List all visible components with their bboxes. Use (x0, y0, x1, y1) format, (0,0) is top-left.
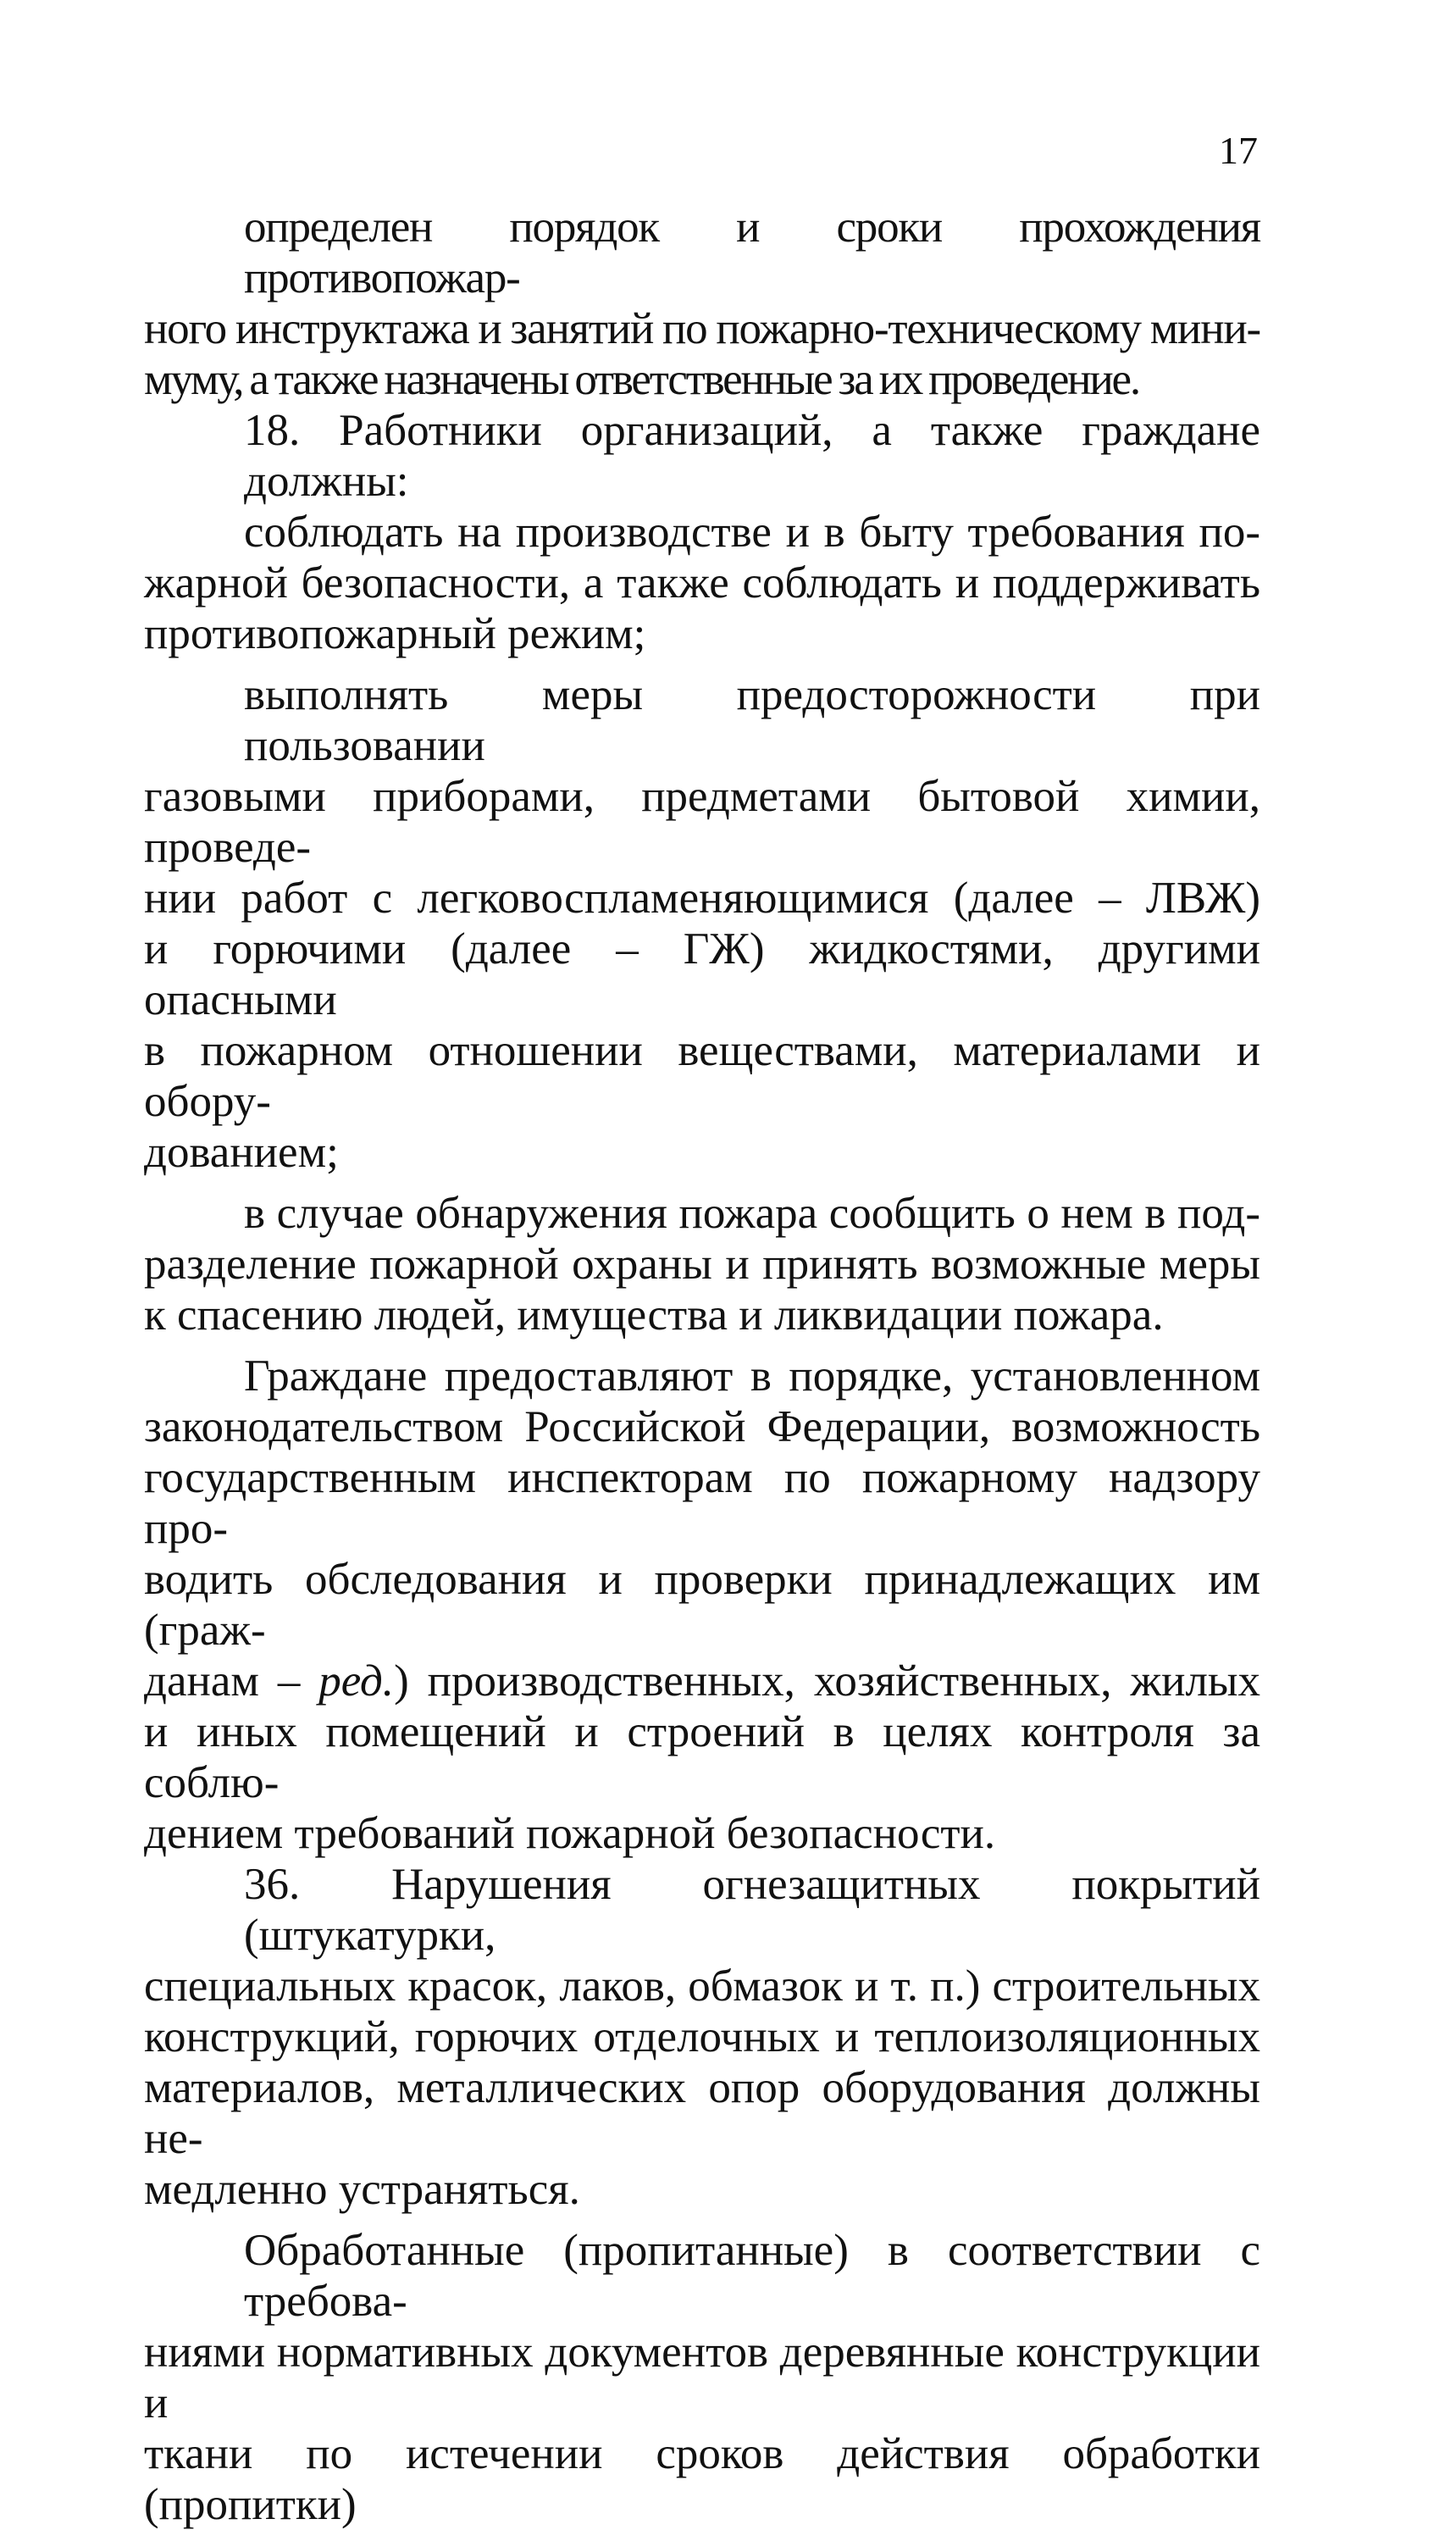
paragraph-treated-structures (144, 2225, 1260, 2530)
paragraph-fire-detection (144, 1188, 1260, 1340)
text-line: дением требований пожарной безопасности. (144, 1809, 996, 1858)
text-line: газовыми приборами, предметами бытовой химии, проведе- (144, 772, 1260, 872)
text-line: к спасению людей, имущества и ликвидации пожара. (144, 1290, 1164, 1340)
text-line: разделение пожарной охраны и принять возможные меры (144, 1240, 1260, 1289)
text-line: дованием; (144, 1128, 339, 1177)
text-line: законодательством Российской Федерации, возможность (144, 1402, 1260, 1451)
page-number: 17 (1219, 129, 1258, 172)
paragraph-citizens-inspections (144, 1351, 1260, 1859)
text-line: выполнять меры предосторожности при пользовании (244, 670, 1260, 770)
text-line: жарной безопасности, а также соблюдать и поддерживать (144, 558, 1260, 608)
editorial-note: ред. (318, 1656, 395, 1706)
paragraph-precautions (144, 669, 1260, 1178)
document-body (144, 202, 1260, 2530)
text-line: материалов, металлических опор оборудования должны не- (144, 2063, 1260, 2163)
text-line: 18. Работники организаций, а также граждане должны: (244, 406, 1260, 506)
paragraph-observe-requirements (144, 507, 1260, 659)
text-line-with-italic: данам – ред.) производственных, хозяйственных, жилых (144, 1656, 1260, 1706)
text-line: конструкций, горючих отделочных и теплоизоляционных (144, 2012, 1260, 2061)
text-line: муму, а также назначены ответственные за их проведение. (144, 355, 1139, 404)
text-line: ного инструктажа и занятий по пожарно-техническому мини- (144, 304, 1260, 353)
text-line: 36. Нарушения огнезащитных покрытий (штукатурки, (244, 1860, 1260, 1960)
text-line: определен порядок и сроки прохождения противопожар- (244, 203, 1260, 302)
text-line: водить обследования и проверки принадлежащих им (граж- (144, 1555, 1260, 1655)
text-line: и горючими (далее – ГЖ) жидкостями, другими опасными (144, 924, 1260, 1024)
text-line: Обработанные (пропитанные) в соответствии с требова- (244, 2226, 1260, 2326)
text-line: специальных красок, лаков, обмазок и т. п.) строительных (144, 1961, 1260, 2011)
text-line: противопожарный режим; (144, 609, 646, 658)
text-line: в случае обнаружения пожара сообщить о нем в под- (244, 1189, 1260, 1238)
text-line: и иных помещений и строений в целях контроля за соблю- (144, 1707, 1260, 1807)
paragraph-item-18-heading (144, 405, 1260, 507)
text-line: ниями нормативных документов деревянные конструкции и (144, 2327, 1260, 2427)
paragraph-training-order (144, 202, 1260, 405)
text-line: в пожарном отношении веществами, материалами и обору- (144, 1026, 1260, 1126)
text-line: ткани по истечении сроков действия обработки (пропитки) (144, 2429, 1260, 2529)
text-line: государственным инспекторам по пожарному надзору про- (144, 1453, 1260, 1553)
text-line: нии работ с легковоспламеняющимися (далее – ЛВЖ) (144, 874, 1260, 923)
text-line: медленно устраняться. (144, 2165, 580, 2214)
text-line: соблюдать на производстве и в быту требования по- (244, 508, 1260, 557)
paragraph-item-36 (144, 1859, 1260, 2215)
text-line: Граждане предоставляют в порядке, установленном (244, 1351, 1260, 1401)
